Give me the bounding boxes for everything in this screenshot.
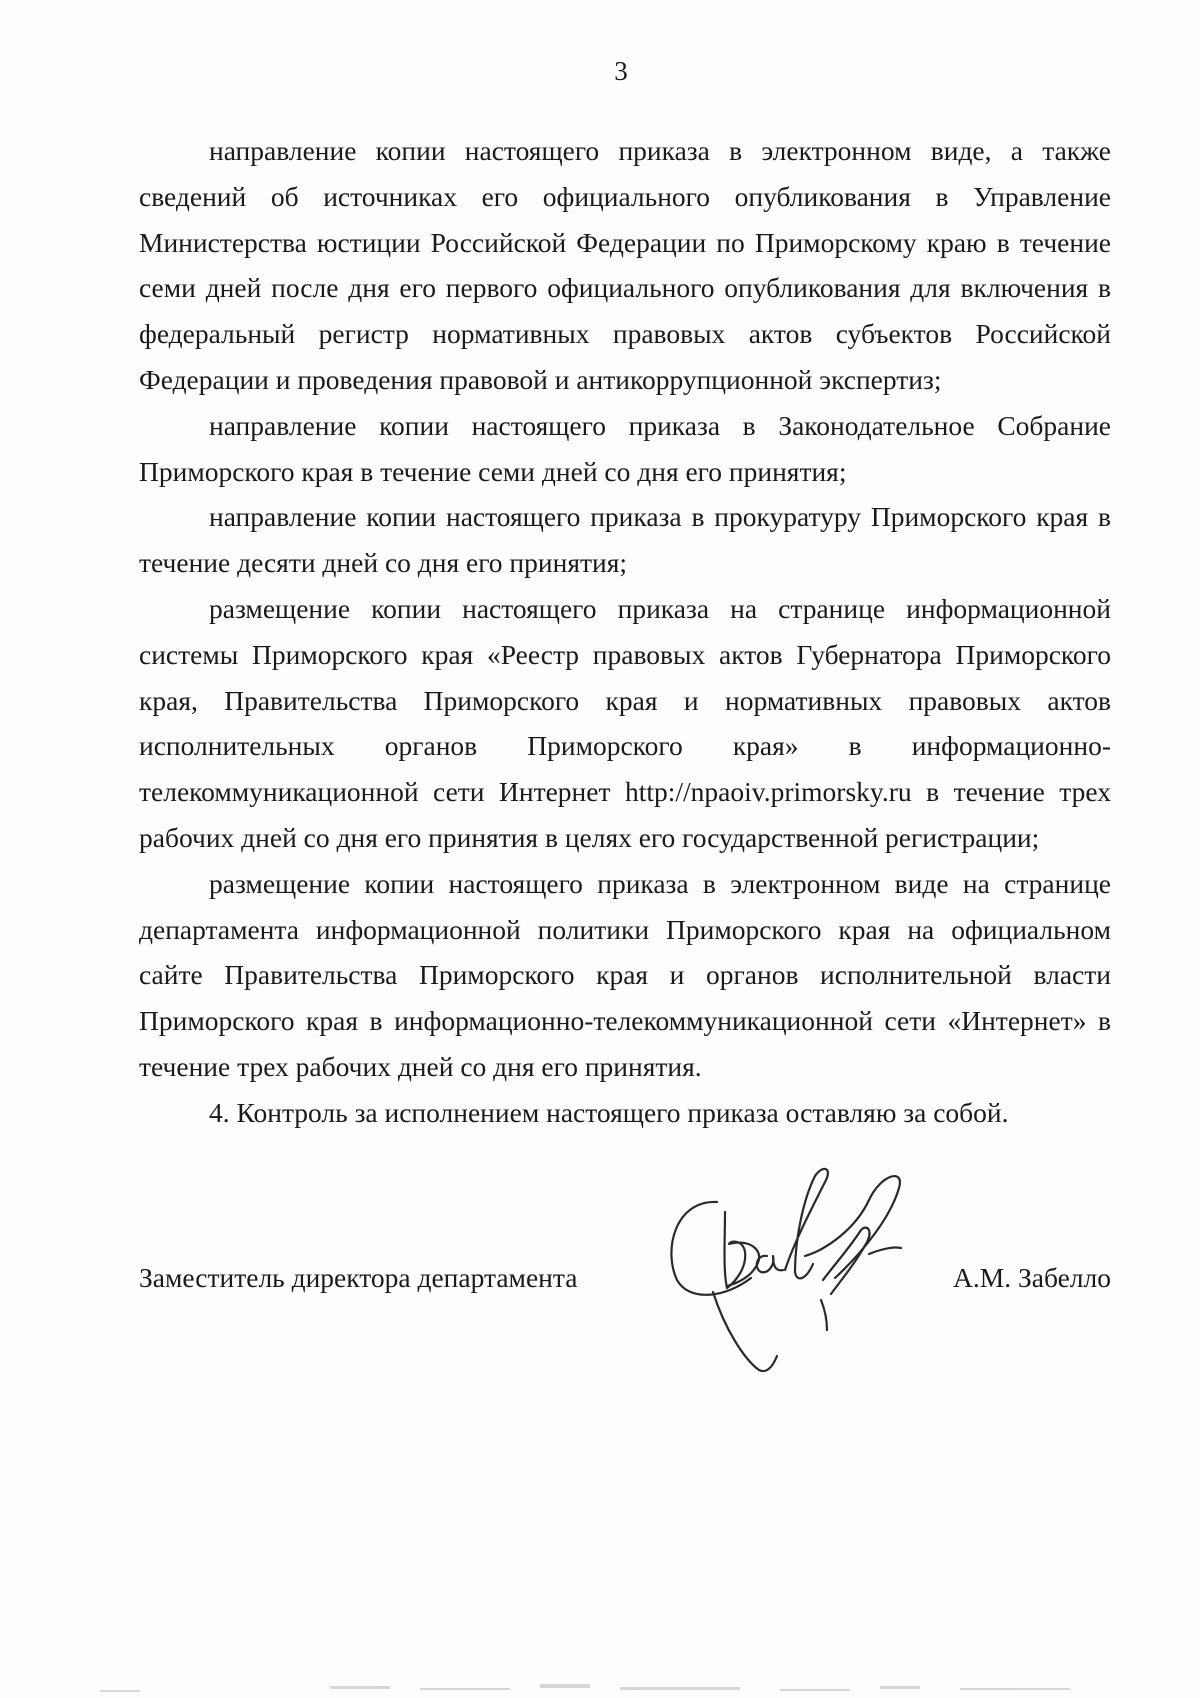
document-body (139, 128, 1111, 1136)
paragraph-doc-registry-publication: размещение копии настоящего приказа на странице информационной системы Приморского края «Реестр правовых актов Губернатора Приморского края, Правительства Приморского края и нормативных правовых актов исполнительных органов Приморского края» в информационно-телекоммуникационной сети Интернет http://npaoiv.primorsky.ru в течение трех рабочих дней со дня его принятия в целях его государственной регистрации; (139, 592, 1111, 853)
paragraph-control-clause: 4. Контроль за исполнением настоящего приказа оставляю за собой. (209, 1096, 1009, 1128)
signatory-position: Заместитель директора департамента (139, 1262, 578, 1293)
signatory-name: А.М. Забелло (953, 1262, 1111, 1293)
page-number: 3 (614, 56, 628, 86)
paragraph-doc-copy-legislative-assembly: направление копии настоящего приказа в Законодательное Собрание Приморского края в течение семи дней со дня его принятия; (139, 409, 1111, 487)
scan-artifact-strip (0, 1668, 1200, 1698)
paragraph-doc-copy-ministry-justice: направление копии настоящего приказа в электронном виде, а также сведений об источниках его официального опубликования в Управление Министерства юстиции Российской Федерации по Приморскому краю в течение семи дней после дня его первого официального опубликования для включения в федеральный регистр нормативных правовых актов субъектов Российской Федерации и проведения правовой и антикоррупционной экспертиз; (139, 135, 1111, 395)
signature-block (139, 1262, 1111, 1302)
paragraph-doc-copy-prosecutor: направление копии настоящего приказа в прокуратуру Приморского края в течение десяти дней со дня его принятия; (139, 501, 1111, 579)
paragraph-doc-website-publication: размещение копии настоящего приказа в электронном виде на странице департамента информационной политики Приморского края на официальном сайте Правительства Приморского края и органов исполнительной власти Приморского края в информационно-телекоммуникационной сети «Интернет» в течение трех рабочих дней со дня его принятия. (139, 867, 1111, 1082)
